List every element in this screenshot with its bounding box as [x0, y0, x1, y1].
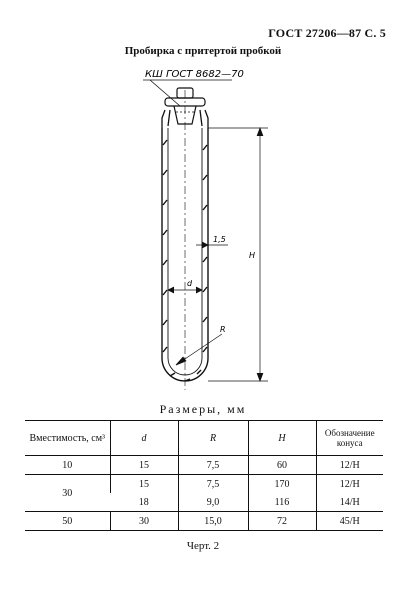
cell-r: 7,5 [178, 456, 248, 475]
cell-r: 7,5 [178, 475, 248, 494]
cone-label: КШ ГОСТ 8682—70 [145, 69, 244, 80]
col-h: H [248, 421, 316, 456]
table-row [25, 512, 383, 531]
page-header: ГОСТ 27206—87 С. 5 [268, 26, 386, 40]
cell-cone: 45/H [316, 512, 383, 531]
cell-h: 116 [248, 493, 316, 512]
col-cone-line2: конуса [336, 438, 363, 448]
radius-label: R [220, 325, 226, 334]
table-row [25, 475, 383, 494]
col-capacity: Вместимость, см³ [25, 421, 110, 456]
cell-h: 60 [248, 456, 316, 475]
cell-h: 72 [248, 512, 316, 531]
cell-cone: 12/H [316, 475, 383, 494]
table-row [25, 456, 383, 475]
table-title: Размеры, мм [159, 402, 247, 416]
dimensions-table [25, 420, 383, 531]
cell-h: 170 [248, 475, 316, 494]
col-cone [316, 421, 383, 456]
height-dimension [208, 128, 268, 381]
figure-title: Пробирка с притертой пробкой [124, 45, 282, 57]
cell-cone: 12/H [316, 456, 383, 475]
wall-label: 1,5 [213, 235, 226, 244]
cell-capacity: 10 [25, 456, 110, 475]
cell-d: 30 [110, 512, 178, 531]
cell-d: 18 [138, 496, 149, 508]
col-r: R [178, 421, 248, 456]
cell-d: 15 [110, 475, 178, 494]
cell-d: 15 [110, 456, 178, 475]
col-cone-line1: Обозначение [324, 428, 375, 438]
diameter-label: d [187, 279, 193, 288]
cell-r: 9,0 [178, 493, 248, 512]
col-d: d [110, 421, 178, 456]
figure-caption: Черт. 2 [186, 540, 220, 552]
cell-cone: 14/H [316, 493, 383, 512]
cell-capacity: 50 [25, 512, 110, 531]
table-header-row [25, 421, 383, 456]
radius-dimension [176, 334, 222, 365]
height-label: H [249, 251, 256, 260]
cell-r: 15,0 [178, 512, 248, 531]
cell-capacity: 30 [25, 475, 110, 512]
